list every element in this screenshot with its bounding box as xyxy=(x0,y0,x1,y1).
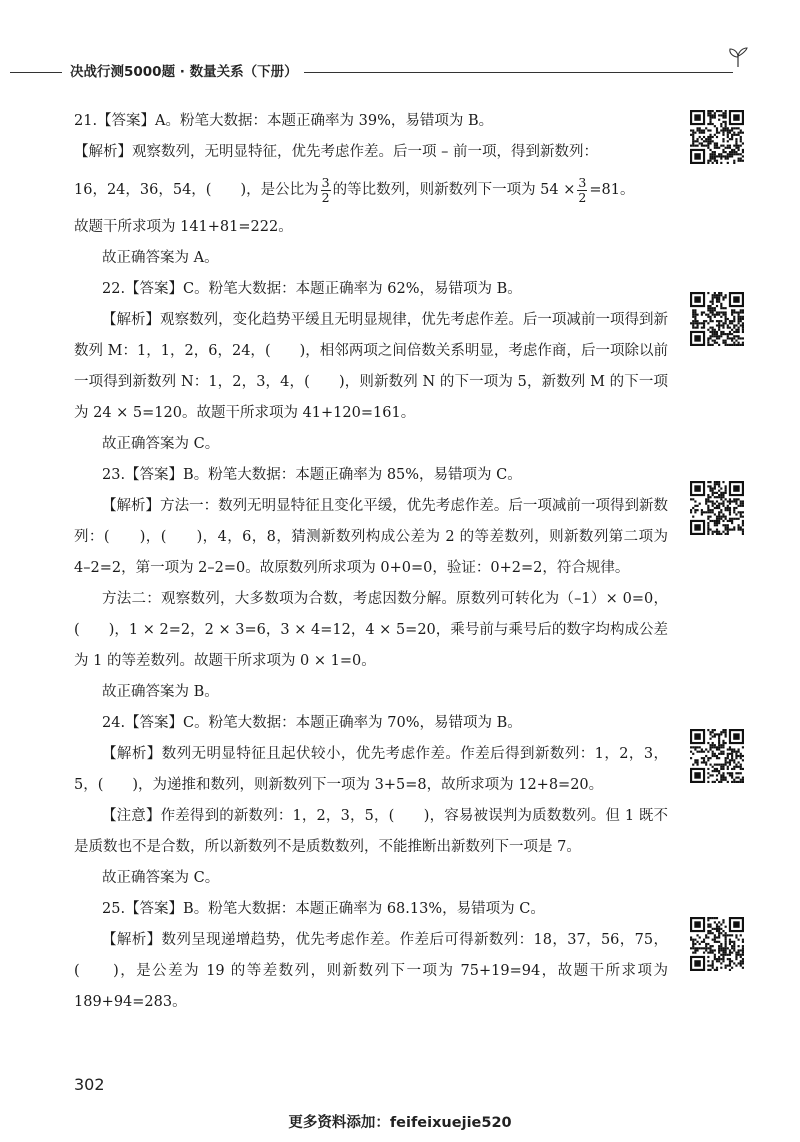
q21-answer: 21.【答案】A。粉笔大数据：本题正确率为 39%，易错项为 B。 xyxy=(74,113,494,129)
fraction-denominator: 2 xyxy=(321,189,330,205)
qr-code-graphic xyxy=(690,110,744,164)
q25-qr-code[interactable] xyxy=(690,917,744,971)
solutions-body xyxy=(74,106,668,1018)
q24-conclusion: 故正确答案为 C。 xyxy=(102,870,220,886)
q21-analysis-text-c: =81。 xyxy=(589,182,635,198)
q24-qr-code[interactable] xyxy=(690,729,744,783)
q22-conclusion: 故正确答案为 C。 xyxy=(102,436,220,452)
q21-analysis-line2 xyxy=(74,168,668,212)
q24-note: 【注意】作差得到的新数列：1，2，3，5，( )，容易被误判为质数数列。但 1 既不是质数也不是合数，所以新数列不是质数数列，不能推断出新数列下一项是 7。 xyxy=(74,808,668,855)
q21-analysis-text-b: 的等比数列，则新数列下一项为 54 × xyxy=(332,182,576,198)
q23-conclusion: 故正确答案为 B。 xyxy=(102,684,219,700)
header-rule-right xyxy=(304,72,733,73)
qr-code-graphic xyxy=(690,729,744,783)
fraction-denominator: 2 xyxy=(578,189,587,205)
fraction-numerator: 3 xyxy=(321,174,330,190)
qr-code-graphic xyxy=(690,292,744,346)
page-number: 302 xyxy=(74,1075,105,1094)
header-rule-left xyxy=(10,72,62,73)
q24-analysis: 【解析】数列无明显特征且起伏较小，优先考虑作差。作差后得到新数列：1，2，3，5，( )，为递推和数列，则新数列下一项为 3+5=8，故所求项为 12+8=20。 xyxy=(74,746,668,793)
footer-contact: 更多资料添加：feifeixuejie520 xyxy=(288,1115,512,1131)
q25-analysis: 【解析】数列呈现递增趋势，优先考虑作差。作差后可得新数列：18，37，56，75，( )，是公差为 19 的等差数列，则新数列下一项为 75+19=94，故题干所求项为 189+94=283。 xyxy=(74,932,668,1010)
qr-code-graphic xyxy=(690,917,744,971)
qr-code-graphic xyxy=(690,481,744,535)
fraction-numerator: 3 xyxy=(578,174,587,190)
q21-analysis-line3: 故题干所求项为 141+81=222。 xyxy=(74,219,293,235)
q25-answer: 25.【答案】B。粉笔大数据：本题正确率为 68.13%，易错项为 C。 xyxy=(102,901,545,917)
q22-answer: 22.【答案】C。粉笔大数据：本题正确率为 62%，易错项为 B。 xyxy=(102,281,522,297)
q21-analysis-line1: 【解析】观察数列，无明显特征，优先考虑作差。后一项 – 前一项，得到新数列： xyxy=(74,144,598,160)
q22-analysis: 【解析】观察数列，变化趋势平缓且无明显规律，优先考虑作差。后一项减前一项得到新数列 M：1，1，2，6，24，( )，相邻两项之间倍数关系明显，考虑作商，后一项除以前一项得到新数列 N：1，2，3，4，( )，则新数列 N 的下一项为 5，新数列 M 的下一项为 24 × 5=120。故题干所求项为 41+120=161。 xyxy=(74,312,668,421)
q21-qr-code[interactable] xyxy=(690,110,744,164)
q23-analysis-method1: 【解析】方法一：数列无明显特征且变化平缓，优先考虑作差。后一项减前一项得到新数列：( )，( )，4，6，8，猜测新数列构成公差为 2 的等差数列，则新数列第二项为 4–2=2，第一项为 2–2=0。故原数列所求项为 0+0=0，验证：0+2=2，符合规律。 xyxy=(74,498,668,576)
q21-fraction-multiplier xyxy=(577,176,587,205)
q23-qr-code[interactable] xyxy=(690,481,744,535)
q23-analysis-method2: 方法二：观察数列，大多数项为合数，考虑因数分解。原数列可转化为（–1）× 0=0，( )，1 × 2=2，2 × 3=6，3 × 4=12，4 × 5=20，乘号前与乘号后的数字均构成公差为 1 的等差数列。故题干所求项为 0 × 1=0。 xyxy=(74,591,668,669)
q22-qr-code[interactable] xyxy=(690,292,744,346)
q21-conclusion: 故正确答案为 A。 xyxy=(102,250,219,266)
book-title: 决战行测5000题 · 数量关系（下册） xyxy=(70,64,298,80)
running-header xyxy=(10,60,745,86)
sprout-icon xyxy=(727,46,749,68)
q23-answer: 23.【答案】B。粉笔大数据：本题正确率为 85%，易错项为 C。 xyxy=(102,467,522,483)
q21-fraction-ratio xyxy=(321,176,331,205)
q21-analysis-text-a: 16，24，36，54，( )，是公比为 xyxy=(74,182,319,198)
q24-answer: 24.【答案】C。粉笔大数据：本题正确率为 70%，易错项为 B。 xyxy=(102,715,522,731)
